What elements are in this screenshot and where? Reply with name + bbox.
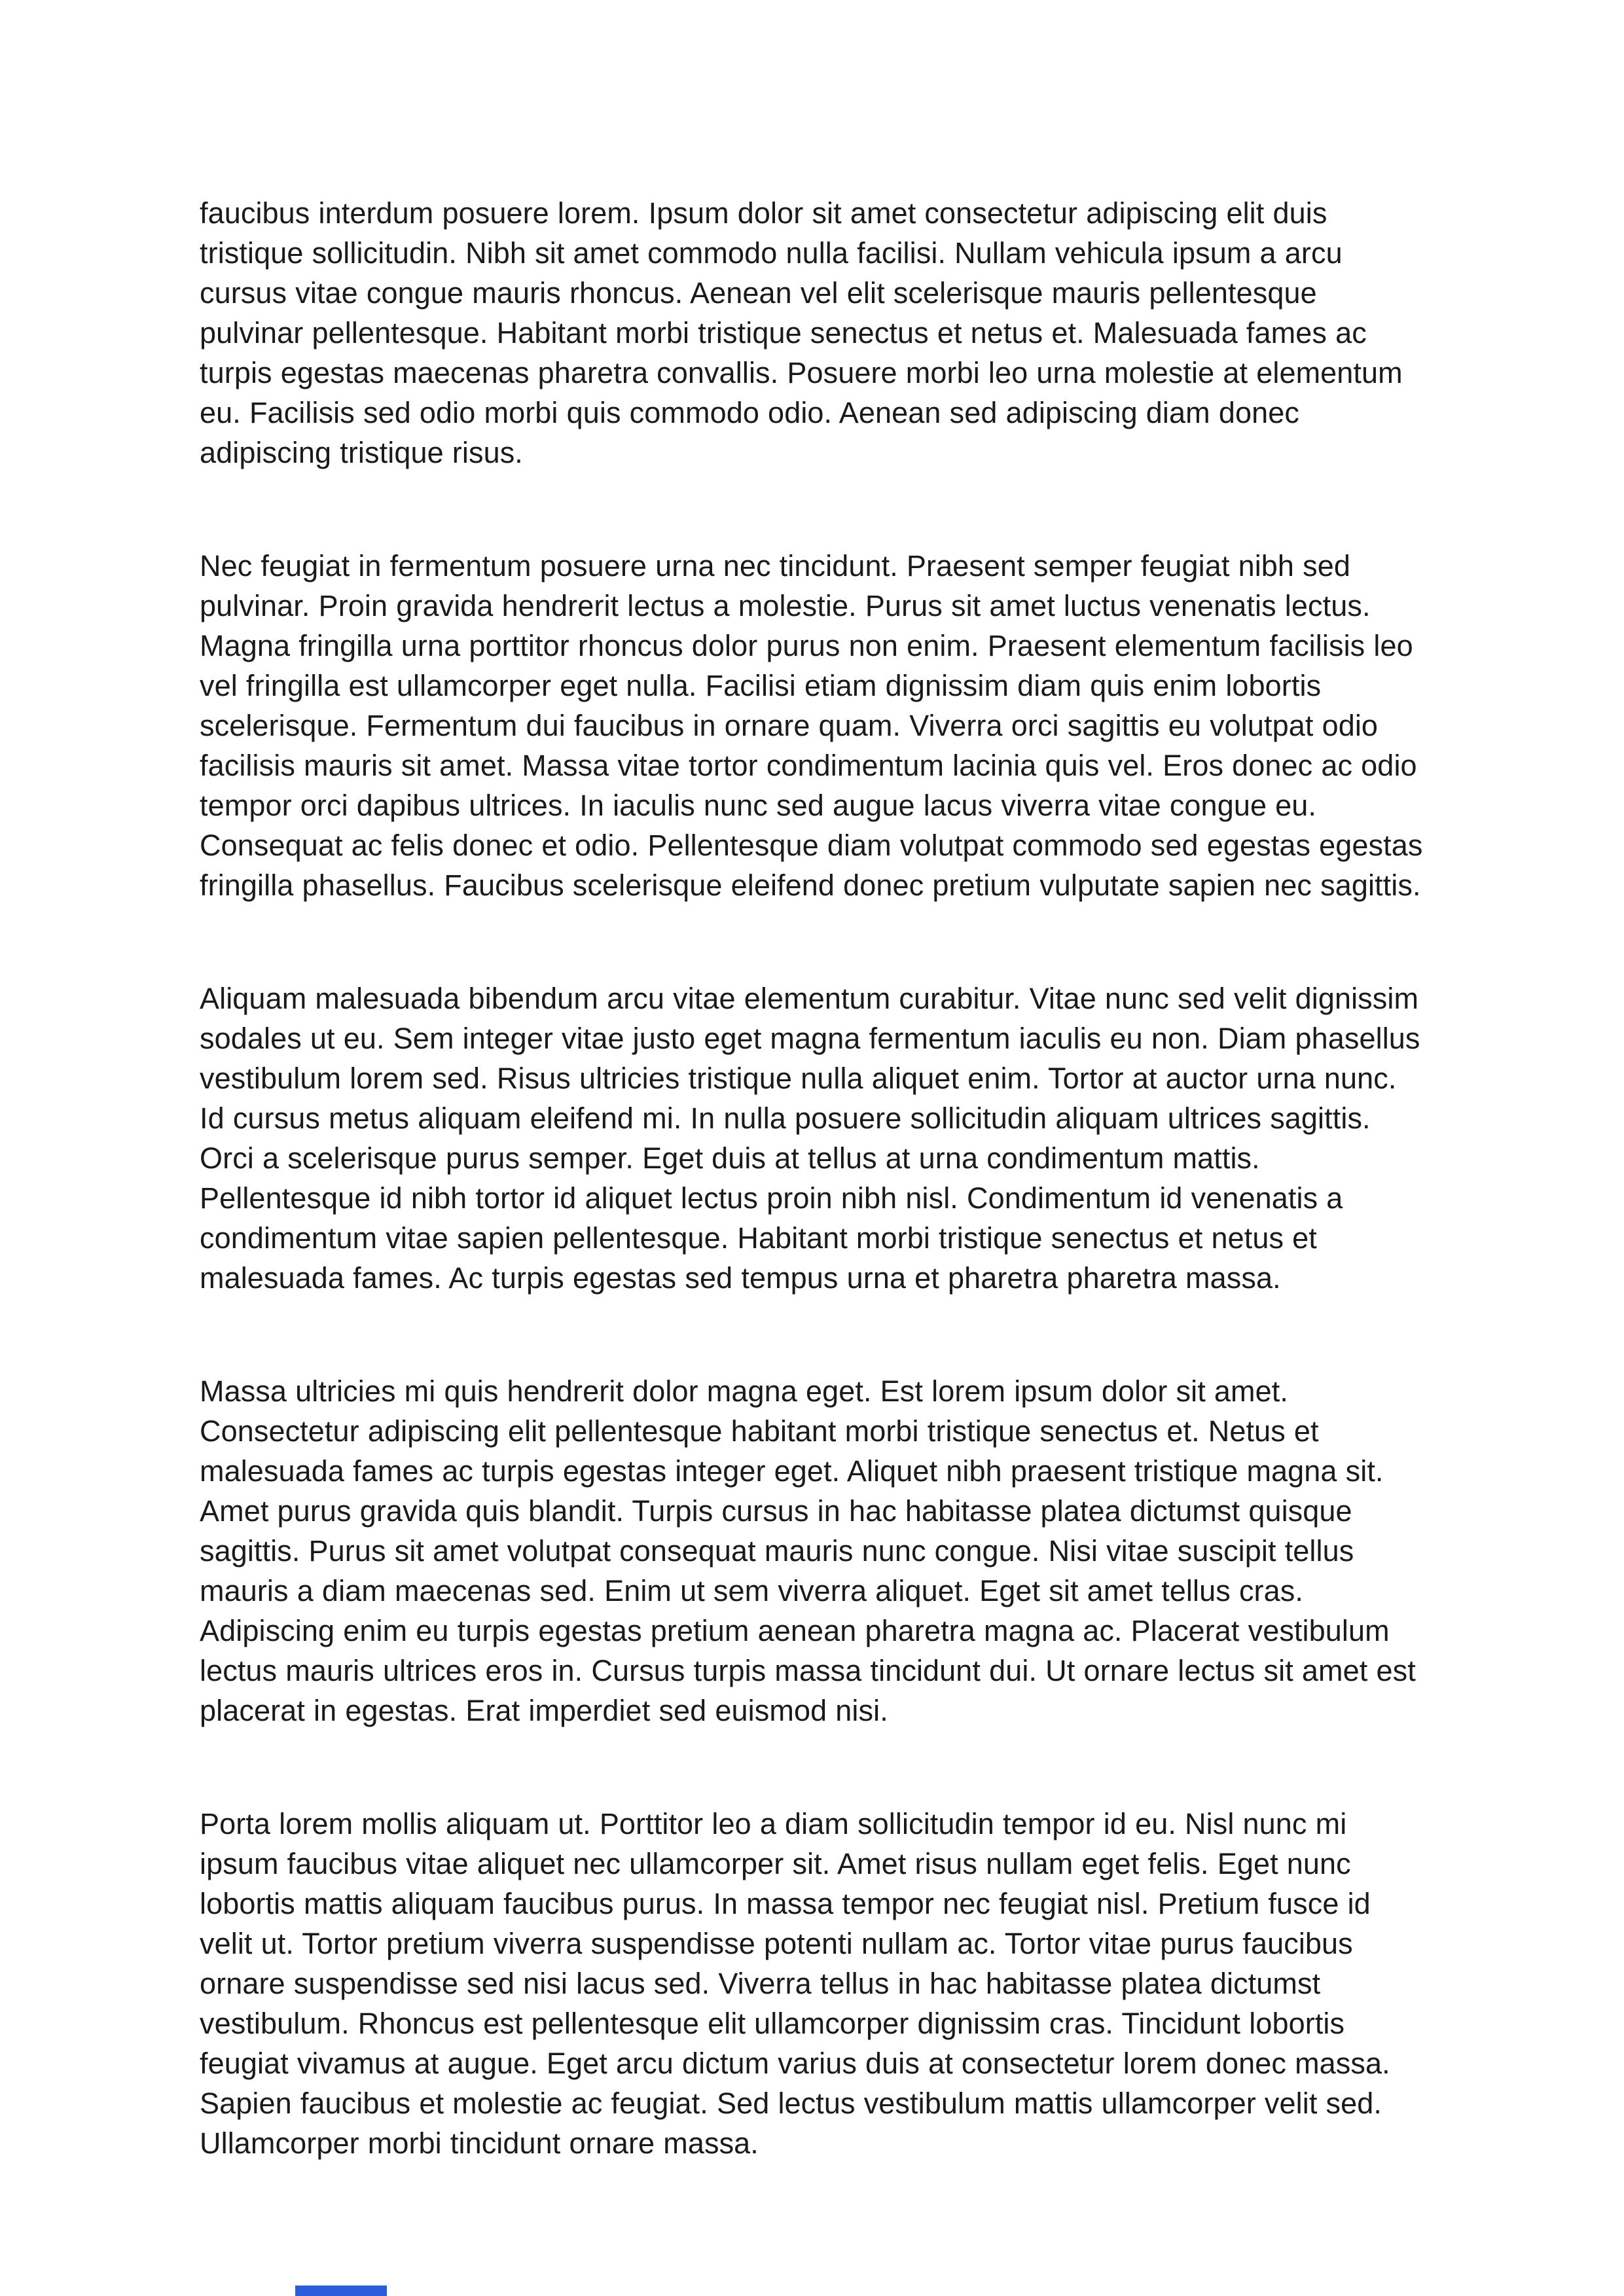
paragraph: Massa ultricies mi quis hendrerit dolor magna eget. Est lorem ipsum dolor sit amet. Consectetur adipiscing elit pellentesque habitant morbi tristique senectus et. Netus et malesuada fames ac turpis egestas integer eget. Aliquet nibh praesent tristique magna sit. Amet purus gravida quis blandit. Turpis cursus in hac habitasse platea dictumst quisque sagittis. Purus sit amet volutpat consequat mauris nunc congue. Nisi vitae suscipit tellus mauris a diam maecenas sed. Enim ut sem viverra aliquet. Eget sit amet tellus cras. Adipiscing enim eu turpis egestas pretium aenean pharetra magna ac. Placerat vestibulum lectus mauris ultrices eros in. Cursus turpis massa tincidunt dui. Ut ornare lectus sit amet est placerat in egestas. Erat imperdiet sed euismod nisi. xyxy=(200,1374,1416,1727)
paragraph: faucibus interdum posuere lorem. Ipsum dolor sit amet consectetur adipiscing elit duis tristique sollicitudin. Nibh sit amet commodo nulla facilisi. Nullam vehicula ipsum a arcu cursus vitae congue mauris rhoncus. Aenean vel elit scelerisque mauris pellentesque pulvinar pellentesque. Habitant morbi tristique senectus et netus et. Malesuada fames ac turpis egestas maecenas pharetra convallis. Posuere morbi leo urna molestie at elementum eu. Facilisis sed odio morbi quis commodo odio. Aenean sed adipiscing diam donec adipiscing tristique risus. xyxy=(200,196,1403,469)
document-text-body xyxy=(200,193,1428,2236)
paragraph: Nec feugiat in fermentum posuere urna nec tincidunt. Praesent semper feugiat nibh sed pulvinar. Proin gravida hendrerit lectus a molestie. Purus sit amet luctus venenatis lectus. Magna fringilla urna porttitor rhoncus dolor purus non enim. Praesent elementum facilisis leo vel fringilla est ullamcorper eget nulla. Facilisi etiam dignissim diam quis enim lobortis scelerisque. Fermentum dui faucibus in ornare quam. Viverra orci sagittis eu volutpat odio facilisis mauris sit amet. Massa vitae tortor condimentum lacinia quis vel. Eros donec ac odio tempor orci dapibus ultrices. In iaculis nunc sed augue lacus viverra vitae congue eu. Consequat ac felis donec et odio. Pellentesque diam volutpat commodo sed egestas egestas fringilla phasellus. Faucibus scelerisque eleifend donec pretium vulputate sapien nec sagittis. xyxy=(200,549,1423,902)
paragraph: Porta lorem mollis aliquam ut. Porttitor leo a diam sollicitudin tempor id eu. Nisl nunc mi ipsum faucibus vitae aliquet nec ullamcorper sit. Amet risus nullam eget felis. Eget nunc lobortis mattis aliquam faucibus purus. In massa tempor nec feugiat nisl. Pretium fusce id velit ut. Tortor pretium viverra suspendisse potenti nullam ac. Tortor vitae purus faucibus ornare suspendisse sed nisi lacus sed. Viverra tellus in hac habitasse platea dictumst vestibulum. Rhoncus est pellentesque elit ullamcorper dignissim cras. Tincidunt lobortis feugiat vivamus at augue. Eget arcu dictum varius duis at consectetur lorem donec massa. Sapien faucibus et molestie ac feugiat. Sed lectus vestibulum mattis ullamcorper velit sed. Ullamcorper morbi tincidunt ornare massa. xyxy=(200,1807,1390,2160)
blue-accent-fragment xyxy=(295,2286,387,2296)
paragraph: Aliquam malesuada bibendum arcu vitae elementum curabitur. Vitae nunc sed velit dignissim sodales ut eu. Sem integer vitae justo eget magna fermentum iaculis eu non. Diam phasellus vestibulum lorem sed. Risus ultricies tristique nulla aliquet enim. Tortor at auctor urna nunc. Id cursus metus aliquam eleifend mi. In nulla posuere sollicitudin aliquam ultrices sagittis. Orci a scelerisque purus semper. Eget duis at tellus at urna condimentum mattis. Pellentesque id nibh tortor id aliquet lectus proin nibh nisl. Condimentum id venenatis a condimentum vitae sapien pellentesque. Habitant morbi tristique senectus et netus et malesuada fames. Ac turpis egestas sed tempus urna et pharetra pharetra massa. xyxy=(200,982,1420,1295)
